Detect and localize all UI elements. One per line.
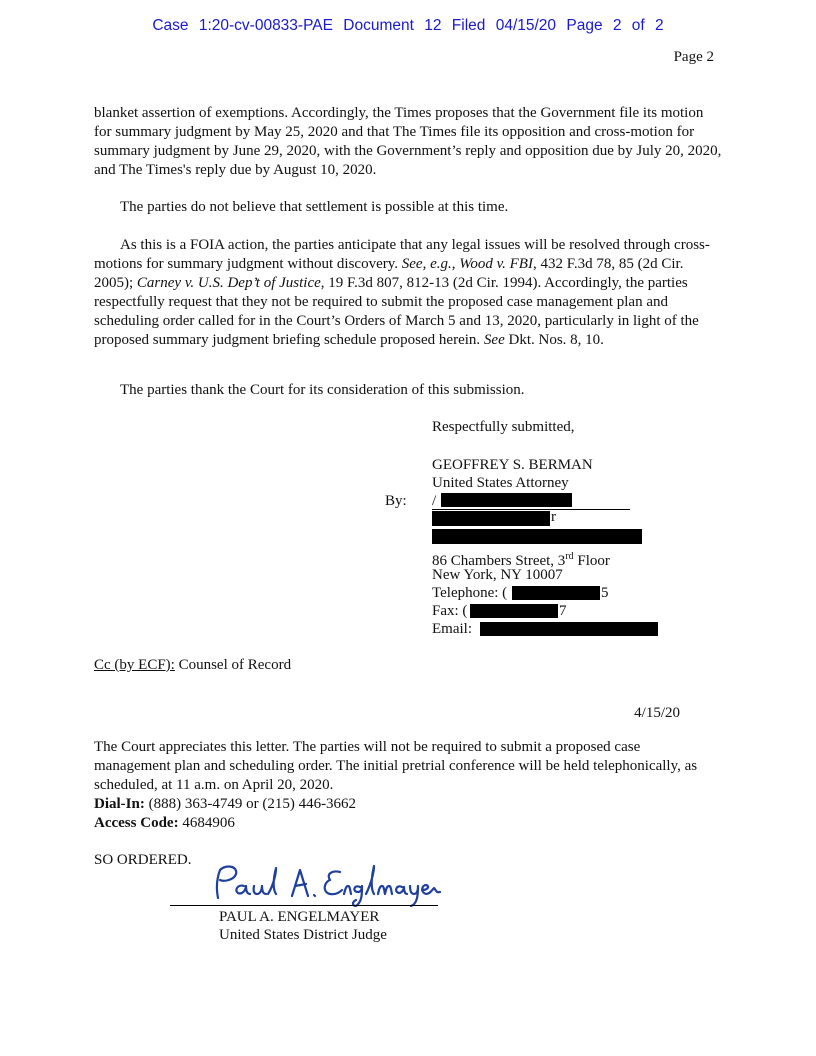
redaction-email bbox=[480, 622, 658, 636]
cc-line bbox=[94, 656, 291, 675]
citation-signal: See, e.g. bbox=[401, 256, 452, 272]
address-line-2: New York, NY 10007 bbox=[432, 567, 563, 583]
cc-value: Counsel of Record bbox=[174, 657, 292, 673]
attorney-name: GEOFFREY S. BERMAN bbox=[432, 457, 593, 473]
filed-date: Filed 04/15/20 bbox=[451, 17, 557, 34]
page-label: Page 2 bbox=[673, 49, 714, 65]
endorsement-date: 4/15/20 bbox=[634, 705, 680, 721]
judge-signature-line bbox=[170, 905, 438, 906]
document-number: Document 12 bbox=[343, 17, 442, 34]
email-line: Email: bbox=[432, 621, 472, 637]
redaction-trailing-char: r bbox=[551, 509, 556, 525]
paragraph-1: blanket assertion of exemptions. Accordingly, the Times proposes that the Government file its motion for summary judgment by May 25, 2020 and that The Times file its opposition and cross-motion for summary judgment by June 29, 2020, with the Government’s reply and opposition due by July 20, 2020, and The Times's reply due by August 10, 2020. bbox=[94, 105, 722, 178]
redaction-telephone bbox=[512, 586, 600, 600]
redaction-title bbox=[432, 529, 642, 544]
endorsement-text: The Court appreciates this letter. The parties will not be required to submit a proposed case management plan and scheduling order. The initial pretrial conference will be held telephonically, as scheduled, at 11 a.m. on April 20, 2020. bbox=[94, 739, 698, 793]
ecf-header bbox=[0, 17, 816, 35]
fax-trailing-digit: 7 bbox=[559, 603, 567, 619]
attorney-title: United States Attorney bbox=[432, 475, 569, 491]
judge-title: United States District Judge bbox=[219, 927, 387, 943]
redaction-name bbox=[432, 511, 550, 526]
access-code-line bbox=[94, 814, 235, 833]
paragraph-3: As this is a FOIA action, the parties anticipate that any legal issues will be resolved through cross-motions for summary judgment without discovery. See, e.g., Wood v. FBI, 432 F.3d 78, 85 (2d Cir. 2005); Carney v. U.S. Dep’t of Justice, 19 F.3d 807, 812-13 (2d Cir. 1994). Accordingly, the parties respectfully request that they not be required to submit the proposed case management plan and scheduling order called for in the Court’s Orders of March 5 and 13, 2020, particularly in light of the proposed summary judgment briefing schedule proposed herein. See Dkt. Nos. 8, 10. bbox=[94, 237, 710, 348]
access-code-value: 4684906 bbox=[178, 815, 235, 831]
telephone-line: Telephone: ( bbox=[432, 585, 508, 601]
page-count: Page 2 of 2 bbox=[566, 17, 664, 34]
paragraph-4: The parties thank the Court for its consideration of this submission. bbox=[120, 382, 525, 398]
address-line-1: 86 Chambers Street, 3rd Floor bbox=[432, 551, 610, 569]
access-code-label: Access Code: bbox=[94, 815, 179, 831]
closing: Respectfully submitted, bbox=[432, 419, 575, 435]
redaction-signature bbox=[441, 493, 572, 507]
citation-see: See bbox=[483, 332, 505, 348]
case-name-carney: Carney v. U.S. Dep’t of Justice bbox=[136, 275, 321, 291]
judge-signature bbox=[196, 860, 446, 908]
by-label: By: bbox=[385, 493, 407, 509]
telephone-trailing-digit: 5 bbox=[601, 585, 609, 601]
signature-line bbox=[432, 509, 630, 510]
redaction-fax bbox=[470, 604, 558, 618]
fax-line: Fax: ( bbox=[432, 603, 468, 619]
cc-label: Cc (by ECF): bbox=[94, 657, 175, 673]
paragraph-2: The parties do not believe that settlement is possible at this time. bbox=[120, 199, 509, 215]
dial-in-line bbox=[94, 795, 356, 814]
case-name-wood: Wood v. FBI bbox=[459, 256, 533, 272]
slash-mark: / bbox=[432, 493, 437, 509]
judge-name: PAUL A. ENGELMAYER bbox=[219, 909, 380, 925]
case-number: Case 1:20-cv-00833-PAE bbox=[152, 17, 333, 34]
dial-in-label: Dial-In: bbox=[94, 796, 145, 812]
dial-in-value: (888) 363-4749 or (215) 446-3662 bbox=[144, 796, 357, 812]
so-ordered: SO ORDERED. bbox=[94, 852, 192, 868]
